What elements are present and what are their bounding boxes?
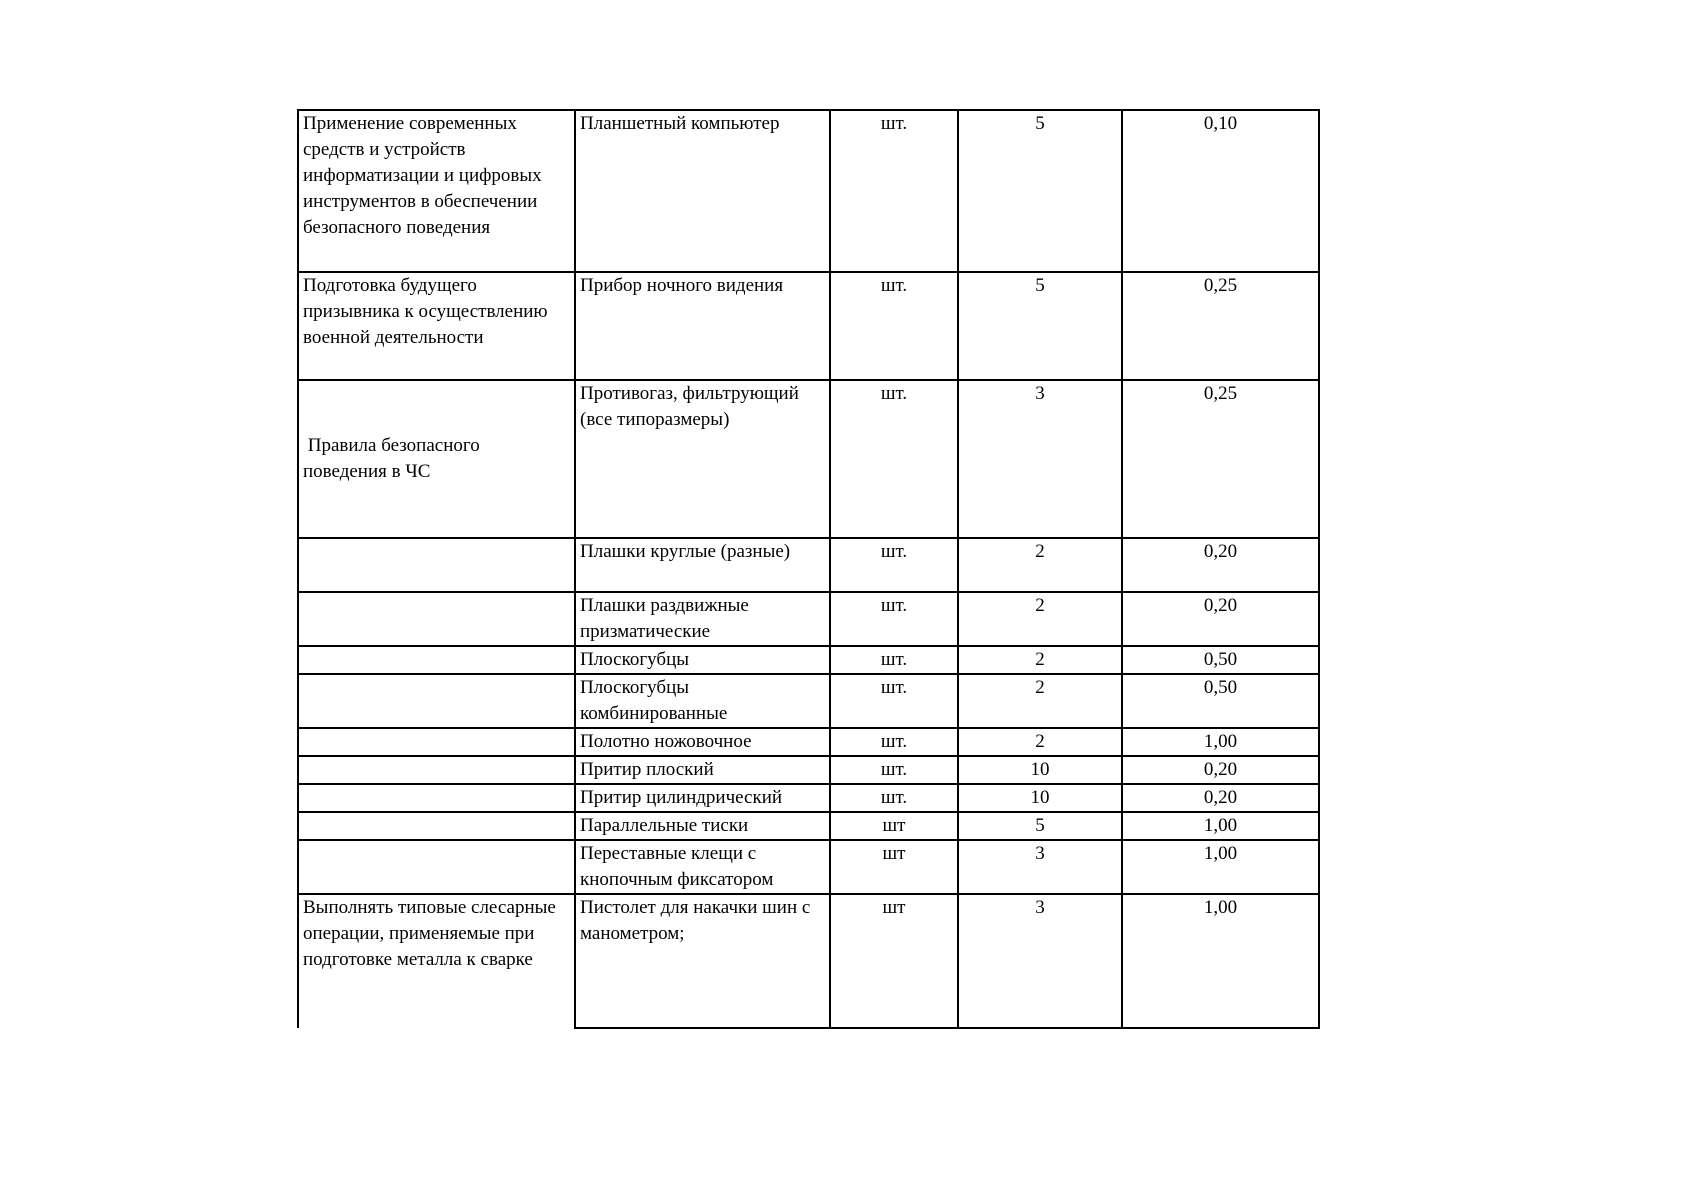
unit-cell: шт. bbox=[830, 110, 958, 272]
quantity-cell: 2 bbox=[958, 674, 1122, 728]
section-cell bbox=[298, 784, 575, 812]
item-text: Плоскогубцы комбинированные bbox=[580, 677, 728, 724]
table-row bbox=[298, 272, 1319, 380]
unit-cell: шт. bbox=[830, 728, 958, 756]
item-cell: Плашки круглые (разные) bbox=[575, 538, 830, 592]
section-cell bbox=[298, 592, 575, 646]
unit-cell: шт. bbox=[830, 380, 958, 538]
coefficient-cell: 0,50 bbox=[1122, 646, 1319, 674]
table-row bbox=[298, 538, 1319, 592]
section-cell bbox=[298, 272, 575, 380]
quantity-cell: 5 bbox=[958, 272, 1122, 380]
coefficient-cell: 0,20 bbox=[1122, 592, 1319, 646]
section-cell bbox=[298, 812, 575, 840]
coefficient-cell: 0,20 bbox=[1122, 784, 1319, 812]
table-row bbox=[298, 756, 1319, 784]
coefficient-cell: 0,10 bbox=[1122, 110, 1319, 272]
coefficient-cell: 0,50 bbox=[1122, 674, 1319, 728]
section-text: Правила безопасного поведения в ЧС bbox=[303, 435, 485, 482]
table-row bbox=[298, 728, 1319, 756]
quantity-cell: 2 bbox=[958, 538, 1122, 592]
item-cell: Прибор ночного видения bbox=[575, 272, 830, 380]
quantity-cell: 5 bbox=[958, 110, 1122, 272]
unit-cell: шт. bbox=[830, 592, 958, 646]
table-row bbox=[298, 380, 1319, 538]
coefficient-cell: 1,00 bbox=[1122, 812, 1319, 840]
section-text: Подготовка будущего призывника к осуществлению военной деятельности bbox=[303, 275, 548, 348]
table-row bbox=[298, 812, 1319, 840]
coefficient-cell: 1,00 bbox=[1122, 840, 1319, 894]
table-row bbox=[298, 894, 1319, 1028]
item-cell: Параллельные тиски bbox=[575, 812, 830, 840]
table-row bbox=[298, 110, 1319, 272]
section-cell: Выполнять типовые слесарные операции, применяемые при подготовке металла к сварке bbox=[298, 894, 575, 1028]
unit-cell: шт bbox=[830, 812, 958, 840]
quantity-cell: 10 bbox=[958, 756, 1122, 784]
section-cell bbox=[298, 674, 575, 728]
table-row bbox=[298, 674, 1319, 728]
section-cell bbox=[298, 110, 575, 272]
equipment-table bbox=[297, 109, 1320, 1029]
item-cell: Плоскогубцы bbox=[575, 646, 830, 674]
item-cell bbox=[575, 674, 830, 728]
unit-cell: шт. bbox=[830, 538, 958, 592]
quantity-cell: 3 bbox=[958, 380, 1122, 538]
section-cell bbox=[298, 380, 575, 538]
coefficient-cell: 0,20 bbox=[1122, 756, 1319, 784]
item-text: Переставные клещи с кнопочным фиксатором bbox=[580, 843, 774, 890]
item-cell: Пистолет для накачки шин с манометром; bbox=[575, 894, 830, 1028]
item-cell bbox=[575, 592, 830, 646]
section-cell bbox=[298, 840, 575, 894]
section-cell bbox=[298, 756, 575, 784]
table-row bbox=[298, 646, 1319, 674]
quantity-cell: 2 bbox=[958, 728, 1122, 756]
table-row bbox=[298, 784, 1319, 812]
quantity-cell: 5 bbox=[958, 812, 1122, 840]
section-cell bbox=[298, 728, 575, 756]
section-cell bbox=[298, 538, 575, 592]
unit-cell: шт. bbox=[830, 674, 958, 728]
table-row bbox=[298, 592, 1319, 646]
quantity-cell: 3 bbox=[958, 894, 1122, 1028]
quantity-cell: 2 bbox=[958, 646, 1122, 674]
table-row bbox=[298, 840, 1319, 894]
coefficient-cell: 0,20 bbox=[1122, 538, 1319, 592]
unit-cell: шт. bbox=[830, 756, 958, 784]
item-cell: Полотно ножовочное bbox=[575, 728, 830, 756]
coefficient-cell: 1,00 bbox=[1122, 894, 1319, 1028]
quantity-cell: 10 bbox=[958, 784, 1122, 812]
unit-cell: шт. bbox=[830, 646, 958, 674]
coefficient-cell: 0,25 bbox=[1122, 272, 1319, 380]
item-text: Плашки раздвижные призматические bbox=[580, 595, 749, 642]
item-cell: Планшетный компьютер bbox=[575, 110, 830, 272]
quantity-cell: 2 bbox=[958, 592, 1122, 646]
section-text: Применение современных средств и устройств информатизации и цифровых инструментов в обеспечении безопасного поведения bbox=[303, 113, 542, 238]
item-cell: Притир плоский bbox=[575, 756, 830, 784]
unit-cell: шт bbox=[830, 840, 958, 894]
quantity-cell: 3 bbox=[958, 840, 1122, 894]
unit-cell: шт. bbox=[830, 784, 958, 812]
section-cell bbox=[298, 646, 575, 674]
coefficient-cell: 1,00 bbox=[1122, 728, 1319, 756]
item-cell bbox=[575, 840, 830, 894]
unit-cell: шт bbox=[830, 894, 958, 1028]
unit-cell: шт. bbox=[830, 272, 958, 380]
coefficient-cell: 0,25 bbox=[1122, 380, 1319, 538]
item-cell: Противогаз, фильтрующий (все типоразмеры) bbox=[575, 380, 830, 538]
item-cell: Притир цилиндрический bbox=[575, 784, 830, 812]
